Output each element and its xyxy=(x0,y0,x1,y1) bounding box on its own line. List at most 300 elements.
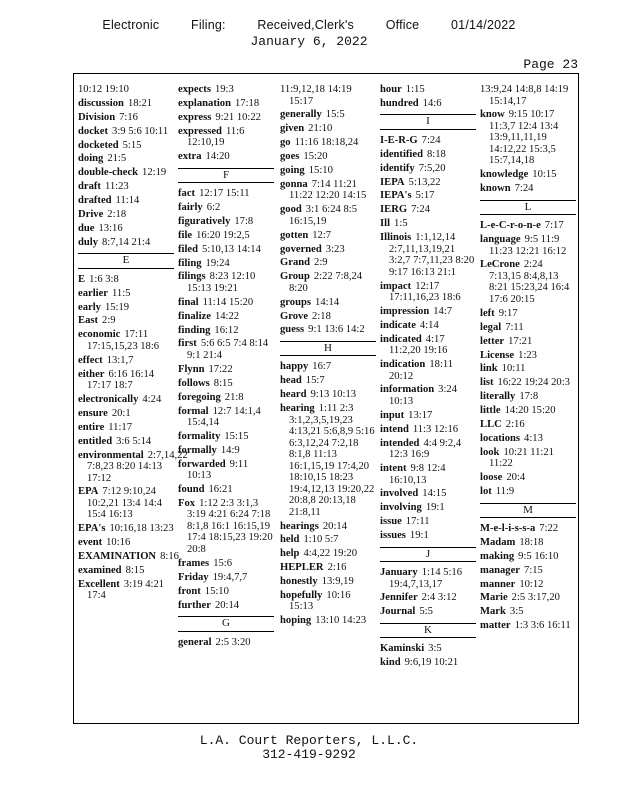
index-entry xyxy=(480,234,576,257)
index-term: earlier xyxy=(78,287,108,299)
index-entry xyxy=(280,590,376,613)
index-frame xyxy=(73,73,579,724)
index-entry xyxy=(178,637,274,649)
index-entry xyxy=(380,281,476,304)
index-entry xyxy=(380,488,476,500)
index-term: IERG xyxy=(380,204,408,216)
index-entry xyxy=(480,447,576,470)
index-entry xyxy=(178,216,274,228)
index-entry xyxy=(380,306,476,318)
index-entry xyxy=(78,302,174,314)
index-entry xyxy=(480,620,576,632)
index-refs: 2:18 xyxy=(312,310,331,322)
index-entry xyxy=(178,188,274,200)
index-term: finding xyxy=(178,324,211,336)
index-term: event xyxy=(78,537,103,549)
index-term: Division xyxy=(78,111,116,123)
index-term: HEPLER xyxy=(280,562,324,574)
index-entry xyxy=(178,364,274,376)
index-refs: 3:23 xyxy=(325,243,345,255)
index-term: Madam xyxy=(480,536,516,548)
index-entry xyxy=(480,336,576,348)
index-entry xyxy=(480,405,576,417)
index-term: given xyxy=(280,123,305,135)
index-refs: 15:15 xyxy=(224,430,249,442)
index-refs: 8:18 xyxy=(426,148,446,160)
index-refs: 4:4,22 19:20 xyxy=(303,548,357,560)
index-term: matter xyxy=(480,620,511,632)
index-refs: 7:12 9:10,24 10:2,21 13:4 14:4 15:4 16:13 xyxy=(87,486,163,521)
index-entry xyxy=(480,579,576,591)
index-refs: 13:9,19 xyxy=(321,576,354,588)
index-refs: 9:17 xyxy=(498,307,518,319)
index-entry xyxy=(280,375,376,387)
index-refs: 19:1 xyxy=(425,502,445,514)
index-term: Fox xyxy=(178,497,196,509)
index-refs: 10:16 xyxy=(106,537,131,549)
index-entry xyxy=(380,359,476,382)
index-term: going xyxy=(280,164,305,176)
index-term: expects xyxy=(178,84,211,95)
index-entry xyxy=(480,391,576,403)
index-entry xyxy=(380,177,476,189)
index-term: guess xyxy=(280,324,305,336)
page-number: Page 23 xyxy=(523,57,578,72)
index-refs: 14:20 xyxy=(205,151,230,163)
index-refs: 2:5 3:20 xyxy=(215,636,251,648)
index-entry xyxy=(178,378,274,390)
index-refs: 11:6 12:10,19 xyxy=(187,125,245,149)
index-refs: 10:12 19:10 xyxy=(78,84,129,95)
index-entry xyxy=(78,523,174,535)
index-entry xyxy=(280,179,376,202)
index-refs: 17:11 xyxy=(405,516,430,528)
index-term: examined xyxy=(78,565,122,577)
index-entry xyxy=(78,274,174,286)
index-entry xyxy=(380,204,476,216)
index-term: gotten xyxy=(280,229,309,241)
index-term: frames xyxy=(178,557,210,569)
index-refs: 11:14 15:20 xyxy=(202,296,254,308)
index-refs: 14:6 xyxy=(422,97,442,109)
index-refs: 21:10 xyxy=(308,123,333,135)
index-refs: 7:15 xyxy=(524,564,543,576)
index-refs: 6:16 16:14 17:17 18:7 xyxy=(87,368,155,392)
index-term: finalize xyxy=(178,310,211,322)
index-term: either xyxy=(78,368,105,380)
index-term: identify xyxy=(380,162,415,174)
index-term: effect xyxy=(78,354,103,366)
index-refs: 1:10 5:7 xyxy=(303,534,339,546)
index-entry xyxy=(78,98,174,110)
index-term: explanation xyxy=(178,97,231,109)
index-refs: 5:10,13 14:14 xyxy=(202,243,261,255)
index-term: M-e-l-i-s-s-a xyxy=(480,523,536,535)
index-refs: 11:5 xyxy=(112,287,131,299)
index-refs: 2:16 xyxy=(327,562,347,574)
index-entry xyxy=(480,565,576,577)
index-refs: 12:7 14:1,4 15:4,14 xyxy=(187,405,261,429)
index-term: indicated xyxy=(380,333,422,345)
index-term: further xyxy=(178,599,211,611)
index-refs: 15:7 xyxy=(305,375,325,387)
index-entry xyxy=(78,126,174,138)
index-term: IEPA's xyxy=(380,190,412,202)
index-refs: 16:20 19:2,5 xyxy=(196,229,250,241)
index-term: impression xyxy=(380,305,430,317)
index-refs: 9:15 10:17 11:3,7 12:4 13:4 13:9,11,11,19 14:12,22 15:3,5 15:7,14,18 xyxy=(489,109,559,167)
letter-heading: H xyxy=(280,341,376,357)
index-entry xyxy=(78,369,174,392)
index-entry xyxy=(178,112,274,124)
index-term: discussion xyxy=(78,97,124,109)
index-refs: 17:22 xyxy=(208,363,233,375)
index-entry xyxy=(480,259,576,305)
index-refs: 5:6 6:5 7:4 8:14 9:1 21:4 xyxy=(187,338,269,361)
index-entry xyxy=(78,551,179,563)
index-term: issue xyxy=(380,516,402,528)
index-term: Marie xyxy=(480,592,508,604)
index-term: Drive xyxy=(78,209,104,221)
index-term: issues xyxy=(380,530,406,542)
index-refs: 20:4 xyxy=(506,472,526,484)
index-term: duly xyxy=(78,236,99,248)
index-entry xyxy=(280,204,376,227)
index-entry xyxy=(78,408,174,420)
stamp-word: Filing: xyxy=(190,18,226,32)
index-term: LeCrone xyxy=(480,259,520,271)
index-term: Kaminski xyxy=(380,643,425,655)
stamp-word: Received,Clerk's xyxy=(257,18,355,32)
index-entry xyxy=(78,394,174,406)
index-refs: 5:15 xyxy=(122,139,142,151)
index-refs: 1:15 xyxy=(405,84,425,95)
index-term: loose xyxy=(480,472,503,484)
index-entry xyxy=(280,151,376,163)
index-entry xyxy=(78,223,174,235)
index-entry xyxy=(480,523,576,535)
index-refs: 13:9,24 14:8,8 14:19 15:14,17 xyxy=(480,84,569,107)
index-refs: 4:4 9:2,4 12:3 16:9 xyxy=(389,437,462,461)
index-entry xyxy=(178,431,274,443)
index-refs: 7:14 11:21 11:22 12:20 14:15 xyxy=(289,178,367,202)
index-entry xyxy=(78,486,174,521)
index-entry xyxy=(178,244,274,256)
index-entry xyxy=(380,135,476,147)
index-term: fairly xyxy=(178,201,203,213)
index-term: link xyxy=(480,363,498,375)
index-entry xyxy=(480,486,576,498)
index-entry xyxy=(380,530,476,542)
index-term: honestly xyxy=(280,576,318,588)
index-entry xyxy=(280,324,376,336)
index-refs: 15:20 xyxy=(303,151,328,163)
index-refs: 8:23 12:10 15:13 19:21 xyxy=(187,271,256,294)
index-term: E xyxy=(78,273,86,285)
index-refs: 2:24 7:13,15 8:4,8,13 8:21 15:23,24 16:4 17:6 20:15 xyxy=(489,259,570,305)
index-refs: 1:6 3:8 xyxy=(89,273,119,285)
index-term: drafted xyxy=(78,195,112,207)
index-entry xyxy=(78,112,174,124)
index-term: express xyxy=(178,111,212,123)
index-entry xyxy=(178,459,274,482)
index-term: making xyxy=(480,550,515,562)
index-refs: 21:8 xyxy=(224,391,244,403)
index-term: involving xyxy=(380,502,422,514)
index-term: Group xyxy=(280,271,310,283)
index-term: Journal xyxy=(380,606,416,618)
index-term: intend xyxy=(380,423,409,435)
index-refs: 2:5 3:17,20 xyxy=(511,592,560,604)
index-refs: 18:21 xyxy=(127,97,153,109)
index-term: due xyxy=(78,222,95,234)
index-term: filings xyxy=(178,271,206,283)
index-entry xyxy=(78,153,174,165)
index-term: hour xyxy=(380,84,402,95)
index-refs: 2:16 xyxy=(505,418,525,430)
index-term: held xyxy=(280,534,300,546)
index-term: goes xyxy=(280,151,300,163)
index-refs: 8:7,14 21:4 xyxy=(102,236,151,248)
index-term: indication xyxy=(380,359,426,371)
index-term: information xyxy=(380,384,435,396)
reporter-phone: 312-419-9292 xyxy=(262,747,356,762)
index-refs: 1:12 2:3 3:1,3 3:19 4:21 6:24 7:18 8:1,8 16:1 16:15,19 17:4 18:15,23 19:20 20:8 xyxy=(187,497,273,555)
index-term: License xyxy=(480,349,515,361)
index-refs: 2:9 xyxy=(102,315,116,327)
letter-heading: E xyxy=(78,253,174,269)
index-entry xyxy=(380,567,476,590)
index-entry xyxy=(78,315,174,327)
index-term: lot xyxy=(480,486,492,498)
index-term: doing xyxy=(78,153,104,165)
index-entry xyxy=(78,84,174,96)
index-refs: 1:3 3:6 16:11 xyxy=(514,620,571,632)
index-refs: 3:9 5:6 10:11 xyxy=(112,125,169,137)
index-entry xyxy=(178,558,274,570)
index-term: good xyxy=(280,204,302,216)
index-entry xyxy=(380,218,476,230)
index-term: hearing xyxy=(280,403,315,415)
index-refs: 19:1 xyxy=(409,530,429,542)
index-entry xyxy=(178,151,274,163)
index-term: double-check xyxy=(78,167,139,179)
index-term: look xyxy=(480,446,500,458)
index-entry xyxy=(380,84,476,96)
index-refs: 9:1 13:6 14:2 xyxy=(308,324,365,336)
index-term: hoping xyxy=(280,615,312,627)
index-refs: 17:21 xyxy=(508,335,533,347)
index-refs: 16:7 xyxy=(312,361,332,373)
index-refs: 3:19 4:21 17:4 xyxy=(87,578,165,602)
index-term: help xyxy=(280,548,300,560)
index-term: governed xyxy=(280,243,322,255)
index-entry xyxy=(280,230,376,242)
letter-heading: F xyxy=(178,168,274,184)
index-refs: 12:17 17:11,16,23 18:6 xyxy=(389,280,461,304)
index-entry xyxy=(380,516,476,528)
index-term: identified xyxy=(380,148,423,160)
index-entry xyxy=(178,230,274,242)
index-refs: 4:14 xyxy=(419,319,439,331)
index-entry xyxy=(380,320,476,332)
index-entry xyxy=(78,140,174,152)
index-term: head xyxy=(280,375,302,387)
index-term: front xyxy=(178,585,201,597)
index-term: ensure xyxy=(78,407,108,419)
transcript-date: January 6, 2022 xyxy=(250,34,368,49)
index-entry xyxy=(380,410,476,422)
index-refs: 18:18 xyxy=(519,536,544,548)
index-term: knowledge xyxy=(480,169,529,181)
index-entry xyxy=(178,258,274,270)
index-refs: 9:5 11:9 11:23 12:21 16:12 xyxy=(489,234,567,257)
index-refs: 10:15 xyxy=(532,169,557,181)
index-term: Grove xyxy=(280,310,309,322)
index-entry xyxy=(380,438,476,461)
index-entry xyxy=(178,338,274,361)
index-term: January xyxy=(380,567,418,579)
index-term: know xyxy=(480,109,505,121)
index-term: hopefully xyxy=(280,589,323,601)
index-refs: 11:3 12:16 xyxy=(412,423,459,435)
index-entry xyxy=(78,181,174,193)
index-term: docketed xyxy=(78,139,119,151)
index-refs: 2:9 xyxy=(314,257,328,269)
filing-stamp xyxy=(0,18,618,32)
index-refs: 19:3 xyxy=(214,84,234,95)
index-refs: 4:17 11:2,20 19:16 xyxy=(389,333,448,357)
index-entry xyxy=(480,169,576,181)
index-refs: 3:1 6:24 8:5 16:15,19 xyxy=(289,204,358,227)
index-term: found xyxy=(178,484,205,496)
index-refs: 3:5 xyxy=(509,606,524,618)
index-entry xyxy=(280,297,376,309)
index-refs: 9:11 10:13 xyxy=(187,458,249,482)
index-entry xyxy=(480,606,576,618)
index-entry xyxy=(380,592,476,604)
index-entry xyxy=(480,84,576,107)
index-term: intent xyxy=(380,463,407,475)
index-term: follows xyxy=(178,377,210,389)
index-term: hundred xyxy=(380,97,419,109)
index-term: draft xyxy=(78,181,101,193)
index-refs: 20:1 xyxy=(111,407,131,419)
index-refs: 14:20 15:20 xyxy=(504,405,556,417)
index-entry xyxy=(78,565,174,577)
index-refs: 14:7 xyxy=(433,305,453,317)
index-entry xyxy=(380,643,476,655)
index-entry xyxy=(280,244,376,256)
index-entry xyxy=(380,424,476,436)
letter-heading: G xyxy=(178,616,274,632)
index-refs: 15:10 xyxy=(204,585,229,597)
index-refs: 3:6 5:14 xyxy=(116,435,152,447)
index-entry xyxy=(178,392,274,404)
index-entry xyxy=(178,600,274,612)
index-entry xyxy=(380,463,476,486)
index-term: manager xyxy=(480,564,521,576)
index-refs: 13:17 xyxy=(408,409,433,421)
index-entry xyxy=(178,202,274,214)
index-refs: 7:5,20 xyxy=(418,162,446,174)
index-term: L-e-C-r-o-n-e xyxy=(480,220,541,232)
index-entry xyxy=(480,350,576,362)
index-term: Mark xyxy=(480,606,506,618)
index-term: entitled xyxy=(78,435,113,447)
index-entry xyxy=(480,551,576,563)
index-entry xyxy=(280,123,376,135)
index-refs: 8:15 xyxy=(125,565,145,577)
index-term: general xyxy=(178,636,212,648)
index-entry xyxy=(280,165,376,177)
index-term: economic xyxy=(78,329,121,341)
index-term: indicate xyxy=(380,319,416,331)
index-entry xyxy=(78,537,174,549)
index-entry xyxy=(480,183,576,195)
index-refs: 19:24 xyxy=(205,257,230,269)
index-term: literally xyxy=(480,391,516,403)
index-entry xyxy=(78,422,174,434)
index-entry xyxy=(280,389,376,401)
index-entry xyxy=(280,521,376,533)
index-entry xyxy=(480,419,576,431)
index-term: environmental xyxy=(78,449,144,461)
index-entry xyxy=(480,592,576,604)
index-term: left xyxy=(480,307,495,319)
index-term: input xyxy=(380,409,405,421)
index-term: intended xyxy=(380,437,420,449)
index-refs: 7:16 xyxy=(119,111,138,123)
index-term: IEPA xyxy=(380,176,405,188)
index-entry xyxy=(178,498,274,556)
index-term: Ill xyxy=(380,218,391,230)
index-entry xyxy=(78,449,188,485)
index-refs: 11:23 xyxy=(104,181,129,193)
index-term: East xyxy=(78,315,99,327)
index-entry xyxy=(178,484,274,496)
index-term: little xyxy=(480,405,501,417)
index-refs: 12:19 xyxy=(142,167,167,179)
index-refs: 7:24 xyxy=(421,134,441,146)
index-term: language xyxy=(480,234,521,246)
index-refs: 9:13 10:13 xyxy=(310,389,357,401)
index-entry xyxy=(178,325,274,337)
index-refs: 6:2 xyxy=(206,201,221,213)
index-term: manner xyxy=(480,578,516,590)
index-refs: 4:13 xyxy=(524,432,543,444)
index-refs: 1:14 5:16 19:4,7,13,17 xyxy=(389,567,463,590)
index-entry xyxy=(178,406,274,429)
letter-heading: J xyxy=(380,547,476,563)
index-term: electronically xyxy=(78,394,139,406)
index-term: figuratively xyxy=(178,215,231,227)
index-entry xyxy=(78,329,174,352)
index-term: Illinois xyxy=(380,232,412,244)
index-entry xyxy=(380,606,476,618)
index-term: formally xyxy=(178,444,217,456)
index-term: LLC xyxy=(480,418,502,430)
index-entry xyxy=(380,98,476,110)
index-entry xyxy=(280,257,376,269)
index-refs: 14:22 xyxy=(214,310,240,322)
index-term: filing xyxy=(178,257,202,269)
index-term: fact xyxy=(178,188,196,200)
index-entry xyxy=(380,334,476,357)
reporter-company: L.A. Court Reporters, L.L.C. xyxy=(199,733,419,748)
stamp-word: 01/14/2022 xyxy=(451,18,516,32)
index-term: I-E-R-G xyxy=(380,134,418,146)
